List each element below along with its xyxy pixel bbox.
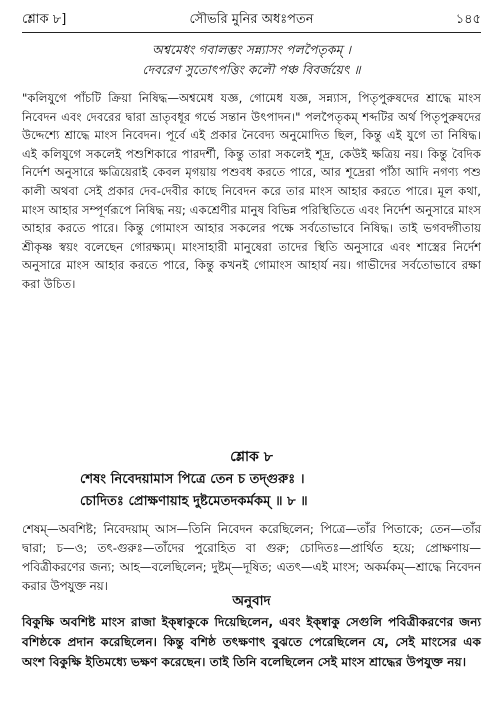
translation-heading: অনুবাদ <box>232 593 271 609</box>
verse-reference: শ্লোক ৮] <box>22 12 67 27</box>
verse-line-2: চোদিতঃ প্রোক্ষণায়াহ দুষ্টমেতদকর্মকম্ ॥ ৮ ॥ <box>80 494 308 509</box>
header-divider <box>22 32 481 33</box>
word-synonyms <box>22 520 481 596</box>
quoted-verse-line-1: অশ্বমেধং গবালম্ভং সন্ন্যাসং পলপৈতৃকম্ । <box>152 42 351 57</box>
verse-line-1: শেষং নিবেদয়ামাস পিত্রে তেন চ তদ্‌গুরুঃ । <box>80 472 305 487</box>
sanskrit-verse <box>80 469 473 513</box>
chapter-title: সৌভরি মুনির অধঃপতন <box>189 12 314 27</box>
purport-section <box>22 89 481 294</box>
quoted-sanskrit-verse <box>60 40 443 80</box>
running-header <box>22 10 481 32</box>
purport-paragraph: "কলিযুগে পাঁচটি ক্রিয়া নিষিদ্ধ—অশ্বমেধ যজ্ঞ, গোমেধ যজ্ঞ, সন্ন্যাস, পিতৃপুরুষদের শ্রাদ্ধে মাংস নিবেদন এবং দেবরের দ্বারা ভ্রাতৃবধূর গর্ভে সন্তান উৎপাদন।" পলপৈতৃকম্ শব্দটির অর্থ পিতৃপুরুষদের উদ্দেশ্যে শ্রাদ্ধে মাংস নিবেদন। পূর্বে এই প্রকার নৈবেদ্য অনুমোদিত ছিল, কিন্তু এই যুগে তা নিষিদ্ধ। এই কলিযুগে সকলেই পশুশিকারে পারদর্শী, কিন্তু তারা সকলেই শূদ্র, কেউই ক্ষত্রিয় নয়। কিন্তু বৈদিক নির্দেশ অনুসারে ক্ষত্রিয়েরাই কেবল মৃগয়ায় পশুবধ করতে পারে, আর শূদ্রেরা পাঁঠা আদি নগণ্য পশু কালী অথবা সেই প্রকার দেব-দেবীর কাছে নিবেদন করে তার মাংস আহার করতে পারে। মূল কথা, মাংস আহার সম্পূর্ণরূপে নিষিদ্ধ নয়; একশ্রেণীর মানুষ বিভিন্ন পরিস্থিতিতে এবং নির্দেশ অনুসারে মাংস আহার করতে পারে। কিন্তু গোমাংস আহার সকলের পক্ষে সর্বতোভাবে নিষিদ্ধ। তাই ভগবদ্গীতায় শ্রীকৃষ্ণ স্বয়ং বলেছেন গোরক্ষ্যম্। মাংসাহারী মানুষেরা তাদের স্থিতি অনুসারে এবং শাস্ত্রের নির্দেশ অনুসারে মাংস আহার করতে পারে, কিন্তু কখনই গোমাংস আহার্য নয়। গাভীদের সর্বতোভাবে রক্ষা করা উচিত। <box>22 91 481 291</box>
quoted-verse-line-2: দেবরেণ সুতোৎপত্তিং কলৌ পঞ্চ বিবর্জয়েৎ ॥ <box>142 62 361 77</box>
verse-heading: শ্লোক ৮ <box>230 449 273 465</box>
translation-paragraph: বিকুক্ষি অবশিষ্ট মাংস রাজা ইক্ষ্বাকুকে দিয়েছিলেন, এবং ইক্ষ্বাকু সেগুলি পবিত্রীকরণের জন্য বশিষ্ঠকে প্রদান করেছিলেন। কিন্তু বশিষ্ঠ তৎক্ষণাৎ বুঝতে পেরেছিলেন যে, সেই মাংসের এক অংশ বিকুক্ষি ইতিমধ্যে ভক্ষণ করেছেন। তাই তিনি বলেছিলেন সেই মাংস শ্রাদ্ধের উপযুক্ত নয়। <box>22 615 481 669</box>
translation-section <box>22 612 481 672</box>
synonyms-paragraph: শেষম্—অবশিষ্ট; নিবেদয়াম্ আস—তিনি নিবেদন করেছিলেন; পিত্রে—তাঁর পিতাকে; তেন—তাঁর দ্বারা; চ—ও; তৎ-গুরুঃ—তাঁদের পুরোহিত বা গুরু; চোদিতঃ—প্রার্থিত হয়ে; প্রোক্ষণায়—পবিত্রীকরণের জন্য; আহ—বলেছিলেন; দুষ্টম্—দূষিত; এতৎ—এই মাংস; অকর্মকম্—শ্রাদ্ধে নিবেদন করার উপযুক্ত নয়। <box>22 522 481 593</box>
page-number: ১৪৫ <box>455 12 481 27</box>
